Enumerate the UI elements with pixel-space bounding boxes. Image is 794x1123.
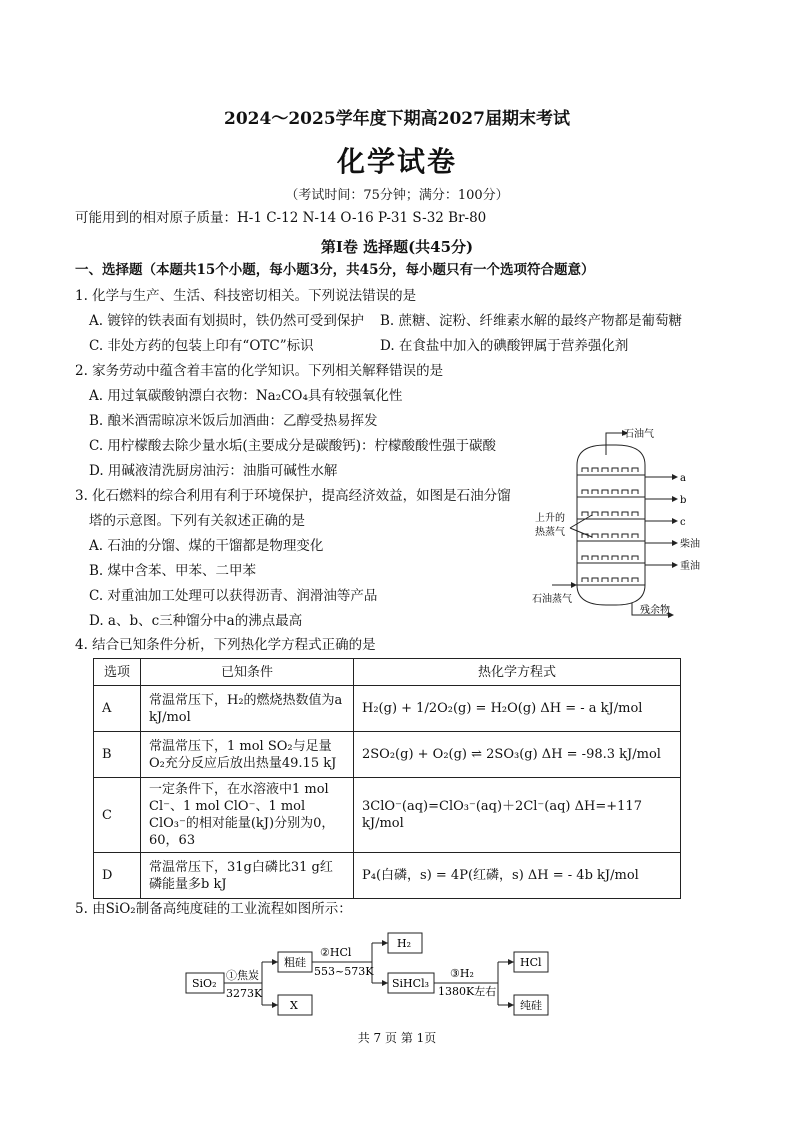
q3-option-c: C. 对重油加工处理可以获得沥青、润滑油等产品 — [89, 588, 378, 604]
q4-row-b-equation: 2SO₂(g) + O₂(g) ⇌ 2SO₃(g) ΔH = -98.3 kJ/mol — [354, 732, 681, 778]
q4-header-option: 选项 — [94, 659, 141, 686]
fig-label-gas: 石油气 — [624, 429, 654, 440]
q4-header-equation: 热化学方程式 — [354, 659, 681, 686]
q3-stem-line1: 3. 化石燃料的综合利用有利于环境保护，提高经济效益，如图是石油分馏 — [75, 488, 511, 504]
flow-crude-si: 粗硅 — [284, 956, 306, 969]
fig-label-heavy-oil: 重油 — [680, 561, 700, 572]
q4-row-a-option: A — [94, 686, 141, 732]
q4-row-c-equation: 3ClO⁻(aq)=ClO₃⁻(aq)＋2Cl⁻(aq) ΔH=+117 kJ/mol — [354, 778, 681, 853]
flow-sio2: SiO₂ — [192, 977, 217, 990]
exam-title: 2024～2025学年度下期高2027届期末考试 — [224, 109, 570, 129]
q4-row-b-condition: 常温常压下，1 mol SO₂与足量O₂充分反应后放出热量49.15 kJ — [141, 732, 354, 778]
table-row — [94, 732, 681, 778]
atomic-masses: 可能用到的相对原子质量：H-1 C-12 N-14 O-16 P-31 S-32 Br-80 — [75, 210, 487, 226]
q4-header-condition: 已知条件 — [141, 659, 354, 686]
page-number: 共 7 页 第 1页 — [357, 1031, 437, 1045]
exam-info: （考试时间：75分钟；满分：100分） — [285, 188, 509, 203]
section-instruction: 一、选择题（本题共15个小题，每小题3分，共45分，每小题只有一个选项符合题意） — [75, 262, 595, 278]
q4-stem: 4. 结合已知条件分析，下列热化学方程式正确的是 — [75, 637, 376, 653]
fig-label-oil-vapor: 石油蒸气 — [532, 594, 572, 605]
flow-pure-si: 纯硅 — [520, 999, 542, 1012]
q4-row-b-option: B — [94, 732, 141, 778]
fig-label-b: b — [680, 495, 687, 506]
q5-flow-diagram — [180, 925, 560, 1025]
q4-row-d-equation: P₄(白磷，s) = 4P(红磷，s) ΔH = - 4b kJ/mol — [354, 853, 681, 899]
table-row — [94, 778, 681, 853]
q1-option-c: C. 非处方药的包装上印有“OTC”标识 — [89, 338, 314, 354]
flow-hcl: HCl — [520, 956, 542, 969]
q2-option-d: D. 用碱液清洗厨房油污：油脂可碱性水解 — [89, 463, 338, 479]
q1-stem: 1. 化学与生产、生活、科技密切相关。下列说法错误的是 — [75, 288, 417, 304]
distillation-tower-figure — [530, 425, 720, 625]
q1-option-a: A. 镀锌的铁表面有划损时，铁仍然可受到保护 — [89, 313, 364, 329]
section-title: 第Ⅰ卷 选择题(共45分) — [320, 238, 474, 256]
flow-step3-temp: 1380K左右 — [438, 985, 497, 998]
q2-stem: 2. 家务劳动中蕴含着丰富的化学知识。下列相关解释错误的是 — [75, 363, 444, 379]
q5-stem: 5. 由SiO₂制备高纯度硅的工业流程如图所示： — [75, 901, 352, 917]
q1-option-b: B. 蔗糖、淀粉、纤维素水解的最终产物都是葡萄糖 — [380, 313, 683, 329]
fig-label-rising-2: 热蒸气 — [535, 527, 565, 538]
fig-label-rising-1: 上升的 — [535, 513, 565, 524]
flow-step2-reagent: ②HCl — [320, 946, 352, 959]
q4-row-a-condition: 常温常压下，H₂的燃烧热数值为a kJ/mol — [141, 686, 354, 732]
flow-step3-reagent: ③H₂ — [450, 967, 474, 980]
q3-option-d: D. a、b、c三种馏分中a的沸点最高 — [89, 613, 303, 629]
q2-option-a: A. 用过氧碳酸钠漂白衣物：Na₂CO₄具有较强氧化性 — [89, 388, 403, 404]
subject-title: 化学试卷 — [336, 145, 457, 178]
q2-option-c: C. 用柠檬酸去除少量水垢(主要成分是碳酸钙)：柠檬酸酸性强于碳酸 — [89, 438, 496, 454]
q4-table — [93, 658, 681, 899]
flow-h2: H₂ — [397, 937, 412, 950]
flow-x: X — [290, 999, 298, 1012]
table-row — [94, 853, 681, 899]
fig-label-c: c — [680, 517, 686, 528]
q4-row-c-option: C — [94, 778, 141, 853]
q1-option-d: D. 在食盐中加入的碘酸钾属于营养强化剂 — [380, 338, 629, 354]
fig-label-diesel: 柴油 — [680, 539, 700, 550]
table-row — [94, 686, 681, 732]
q4-row-d-option: D — [94, 853, 141, 899]
q3-stem-line2: 塔的示意图。下列有关叙述正确的是 — [89, 513, 305, 529]
flow-step1-reagent: ①焦炭 — [226, 969, 259, 982]
q4-row-d-condition: 常温常压下，31g白磷比31 g红磷能量多b kJ — [141, 853, 354, 899]
fig-label-a: a — [680, 473, 686, 484]
fig-label-residue: 残余物 — [640, 605, 670, 616]
q2-option-b: B. 酿米酒需晾凉米饭后加酒曲：乙醇受热易挥发 — [89, 413, 378, 429]
flow-step2-temp: 553~573K — [314, 965, 374, 978]
q4-row-c-condition: 一定条件下，在水溶液中1 mol Cl⁻、1 mol ClO⁻、1 mol ClO₃⁻的相对能量(kJ)分别为0，60，63 — [141, 778, 354, 853]
flow-sihcl3: SiHCl₃ — [392, 977, 429, 990]
q3-option-a: A. 石油的分馏、煤的干馏都是物理变化 — [89, 538, 324, 554]
q3-option-b: B. 煤中含苯、甲苯、二甲苯 — [89, 563, 257, 579]
flow-step1-temp: 3273K — [226, 987, 263, 1000]
q4-row-a-equation: H₂(g) + 1/2O₂(g) = H₂O(g) ΔH = - a kJ/mol — [354, 686, 681, 732]
